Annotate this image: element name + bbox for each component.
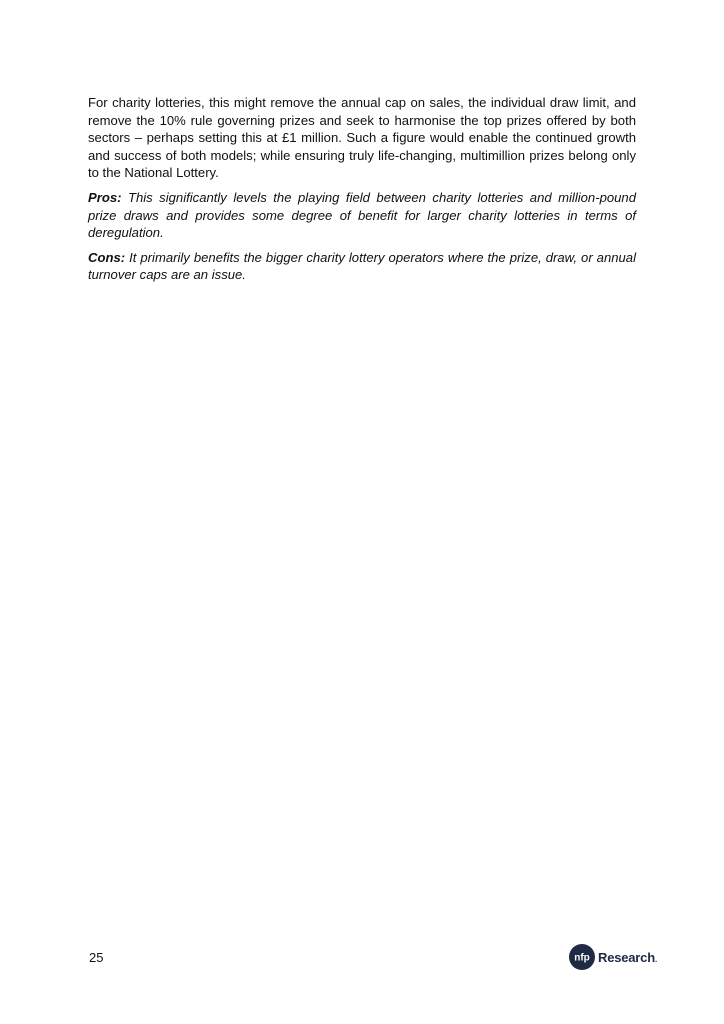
pros-paragraph	[88, 189, 636, 242]
pros-text: This significantly levels the playing field between charity lotteries and million-pound prize draws and provides some degree of benefit for larger charity lotteries in terms of deregulation.	[88, 189, 636, 241]
page-number: 25	[89, 950, 104, 965]
pros-label: Pros:	[88, 189, 122, 205]
nfp-research-logo	[569, 942, 661, 972]
page-content	[88, 94, 636, 291]
cons-label: Cons:	[88, 249, 126, 265]
cons-text: It primarily benefits the bigger charity lottery operators where the prize, draw, or annual turnover caps are an issue.	[88, 249, 636, 283]
logo-wordmark-dot: .	[654, 954, 657, 964]
logo-mark-text: nfp	[574, 952, 590, 964]
cons-paragraph	[88, 249, 636, 284]
logo-wordmark-text: Research	[598, 949, 655, 965]
body-paragraph: For charity lotteries, this might remove the annual cap on sales, the individual draw limit, and remove the 10% rule governing prizes and seek to harmonise the top prizes offered by both sectors – perhaps setting this at £1 million. Such a figure would enable the continued growth and success of both models; while ensuring truly life-changing, multimillion prizes belong only to the National Lottery.	[88, 95, 636, 181]
logo-wordmark	[598, 950, 657, 965]
nfp-logo-icon	[569, 944, 595, 970]
